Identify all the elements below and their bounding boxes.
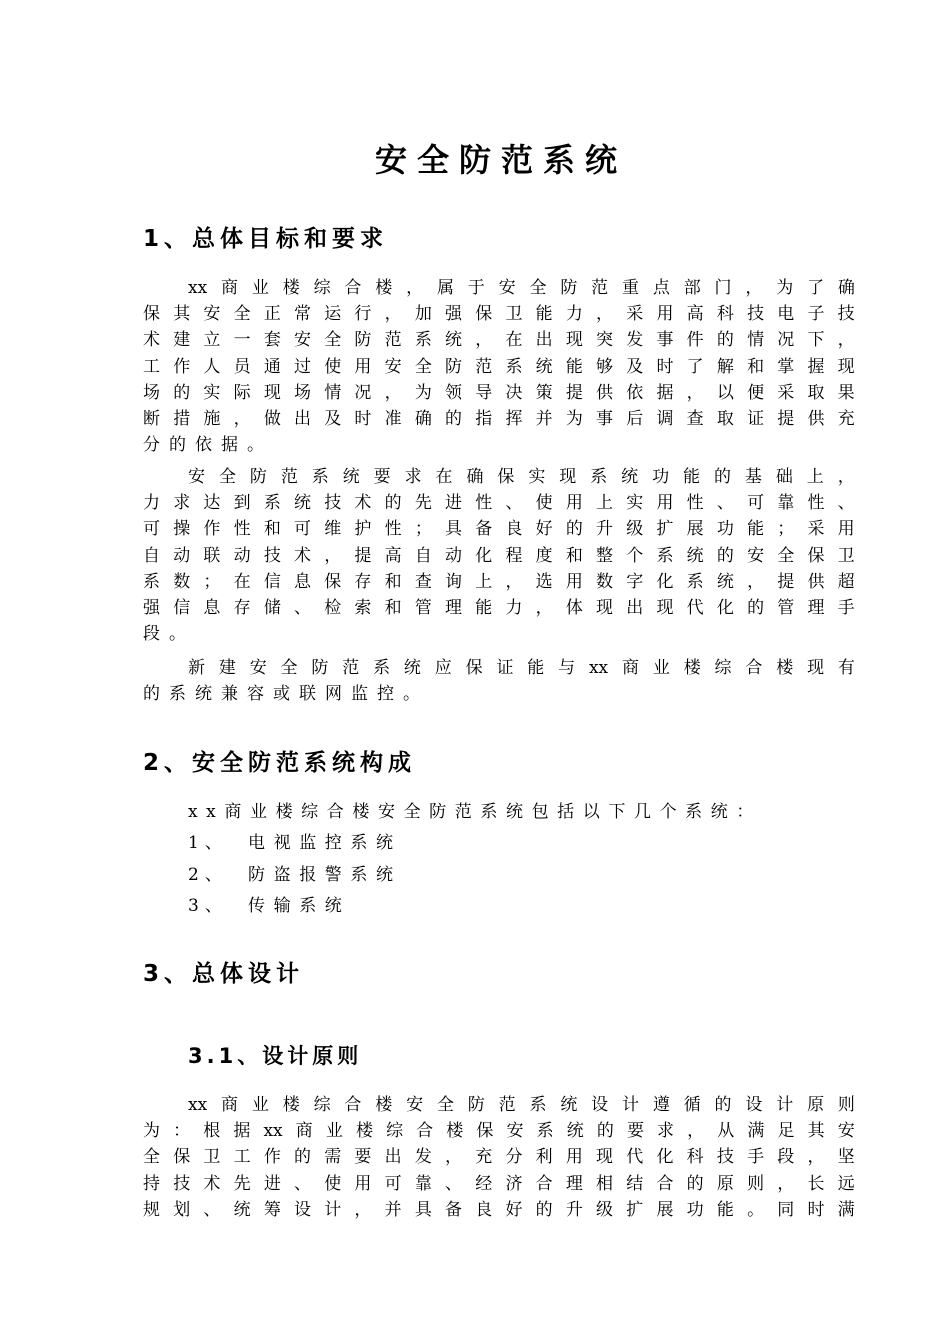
paragraph-line: 强 信 息 存 储 、 检 索 和 管 理 能 力 ， 体 现 出 现 代 化 的 管 理 手: [143, 597, 855, 618]
paragraph-line: 术 建 立 一 套 安 全 防 范 系 统 ， 在 出 现 突 发 事 件 的 情 况 下 ，: [143, 330, 855, 351]
list-item-number: 3、: [188, 896, 228, 916]
paragraph-line: 工 作 人 员 通 过 使 用 安 全 防 范 系 统 能 够 及 时 了 解 和 掌 握 现: [143, 356, 855, 377]
list-item-text: 防盗报警系统: [248, 865, 402, 885]
paragraph-line: 段。: [143, 624, 195, 645]
paragraph-line: 规 划 、 统 筹 设 计 ， 并 具 备 良 好 的 升 级 扩 展 功 能 。 同 时 满: [143, 1199, 855, 1220]
list-item-text: 传输系统: [248, 896, 351, 916]
paragraph-line: 的系统兼容或联网监控。: [143, 684, 429, 705]
section-1-paragraph-3: [143, 655, 855, 707]
list-item: [188, 893, 350, 919]
paragraph-line: 断 措 施 ， 做 出 及 时 准 确 的 指 挥 并 为 事 后 调 查 取 证 提 供 充: [143, 408, 855, 429]
list-item-number: 2、: [188, 865, 228, 885]
section-1-paragraph-2: [143, 464, 855, 647]
list-item: [188, 830, 402, 856]
section-3-heading: 3、总体设计: [143, 961, 305, 987]
paragraph-line: xx 商 业 楼 综 合 楼 ， 属 于 安 全 防 范 重 点 部 门 ， 为 了 确: [188, 278, 855, 298]
paragraph-line: 场 的 实 际 现 场 情 况 ， 为 领 导 决 策 提 供 依 据 ， 以 便 采 取 果: [143, 382, 855, 403]
paragraph-line: 持 技 术 先 进 、 使 用 可 靠 、 经 济 合 理 相 结 合 的 原 则 ， 长 远: [143, 1173, 855, 1194]
list-item-number: 1、: [188, 833, 228, 853]
paragraph-line: 系 数 ； 在 信 息 保 存 和 查 询 上 ， 选 用 数 字 化 系 统 ， 提 供 超: [143, 571, 855, 592]
section-1-heading: 1、总体目标和要求: [143, 226, 389, 252]
paragraph-line: 全 保 卫 工 作 的 需 要 出 发 ， 充 分 利 用 现 代 化 科 技 手 段 ， 坚: [143, 1147, 855, 1168]
paragraph-line: 新 建 安 全 防 范 系 统 应 保 证 能 与 xx 商 业 楼 综 合 楼 现 有: [188, 658, 855, 678]
list-item-text: 电视监控系统: [248, 833, 402, 853]
paragraph-line: 分的依据。: [143, 435, 273, 456]
paragraph-line: 自 动 联 动 技 术 ， 提 高 自 动 化 程 度 和 整 个 系 统 的 安 全 保 卫: [143, 545, 855, 566]
paragraph-line: 力 求 达 到 系 统 技 术 的 先 进 性 、 使 用 上 实 用 性 、 可 靠 性 、: [143, 493, 855, 514]
section-2-intro: xx商业楼综合楼安全防范系统包括以下几个系统：: [188, 802, 762, 822]
section-3-1-paragraph: [143, 1092, 855, 1223]
paragraph-line: 为 ： 根 据 xx 商 业 楼 综 合 楼 保 安 系 统 的 要 求 ， 从 满 足 其 安: [143, 1121, 855, 1142]
paragraph-line: 可 操 作 性 和 可 维 护 性 ； 具 备 良 好 的 升 级 扩 展 功 能 ； 采 用: [143, 519, 855, 540]
section-3-1-heading: 3.1、设计原则: [188, 1044, 363, 1068]
list-item: [188, 862, 402, 888]
section-1-paragraph-1: [143, 275, 855, 458]
section-2-heading: 2、安全防范系统构成: [143, 750, 417, 776]
paragraph-line: 保 其 安 全 正 常 运 行 ， 加 强 保 卫 能 力 ， 采 用 高 科 技 电 子 技: [143, 304, 855, 325]
paragraph-line: 安 全 防 范 系 统 要 求 在 确 保 实 现 系 统 功 能 的 基 础 上 ，: [188, 467, 855, 487]
document-title: 安全防范系统: [374, 141, 627, 179]
paragraph-line: xx 商 业 楼 综 合 楼 安 全 防 范 系 统 设 计 遵 循 的 设 计 原 则: [188, 1095, 855, 1115]
